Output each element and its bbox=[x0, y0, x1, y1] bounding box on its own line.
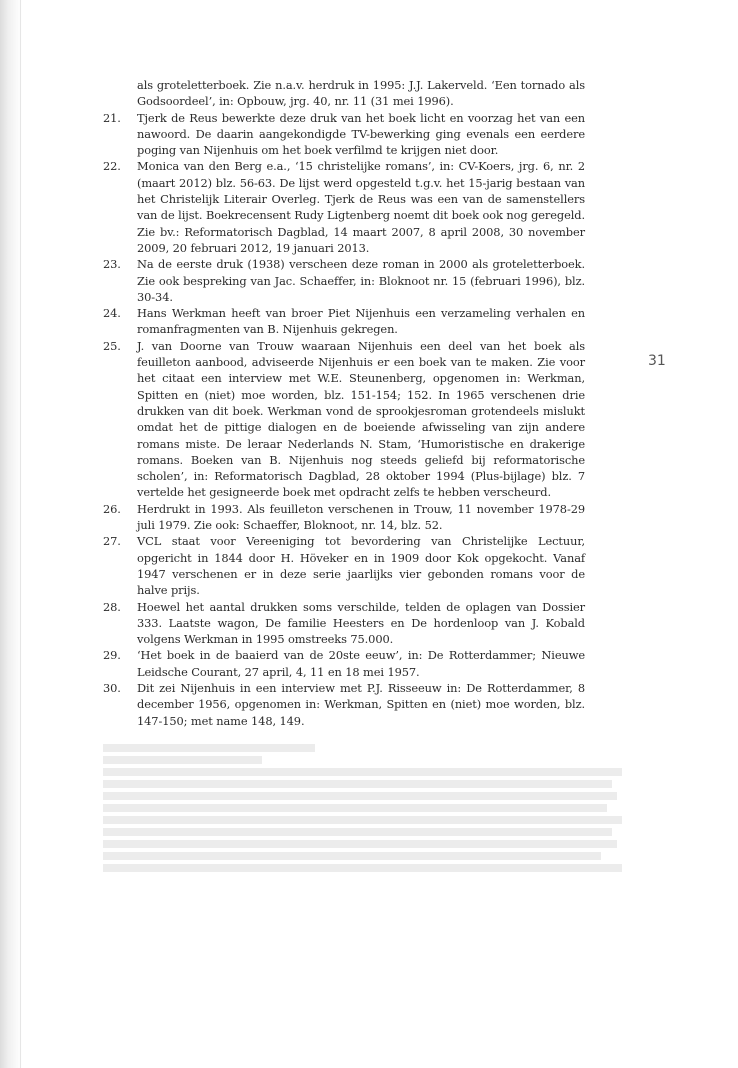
footnote-text: VCL staat voor Vereeniging tot bevordering van Christelijke Lectuur, opgericht in 1844 door H. Höveker en in 1909 door Kok opgekocht. Vanaf 1947 verschenen er in deze serie jaarlijks vier gebonden romans voor de halve prijs. bbox=[137, 534, 585, 598]
footnote-29 bbox=[103, 647, 585, 680]
footnote-text: Monica van den Berg e.a., ‘15 christelijke romans’, in: CV-Koers, jrg. 6, nr. 2 (maart 2012) blz. 56-63. De lijst werd opgesteld t.g.v. het 15-jarig bestaan van het Christelijk Literair Overleg. Tjerk de Reus was een van de samenstellers van de lijst. Boekrecensent Rudy Ligtenberg noemt dit boek ook nog geregeld. Zie bv.: Reformatorisch Dagblad, 14 maart 2007, 8 april 2008, 30 november 2009, 20 februari 2012, 19 januari 2013. bbox=[137, 159, 585, 255]
footnote-number: 22. bbox=[103, 159, 121, 174]
footnote-23 bbox=[103, 256, 585, 305]
footnote-number: 23. bbox=[103, 257, 121, 272]
footnote-28 bbox=[103, 599, 585, 648]
footnote-number: 27. bbox=[103, 534, 121, 549]
footnote-text: Hoewel het aantal drukken soms verschilde, telden de oplagen van Dossier 333. Laatste wagon, De familie Heesters en De hordenloop van J. Kobald volgens Werkman in 1995 omstreeks 75.000. bbox=[137, 599, 585, 647]
footnote-21 bbox=[103, 110, 585, 159]
footnote-text: ‘Het boek in de baaierd van de 20ste eeuw’, in: De Rotterdammer; Nieuwe Leidsche Courant, 27 april, 4, 11 en 18 mei 1957. bbox=[137, 648, 585, 679]
footnote-number: 28. bbox=[103, 599, 121, 614]
footnote-27 bbox=[103, 533, 585, 598]
page-spine-line bbox=[20, 0, 21, 1068]
footnote-number: 25. bbox=[103, 338, 121, 353]
footnote-text: als groteletterboek. Zie n.a.v. herdruk in 1995: J.J. Lakerveld. ‘Een tornado als Godsoordeel’, in: Opbouw, jrg. 40, nr. 11 (31 mei 1996). bbox=[137, 78, 585, 109]
footnote-number: 24. bbox=[103, 306, 121, 321]
footnote-30 bbox=[103, 680, 585, 729]
footnote-25 bbox=[103, 338, 585, 501]
footnote-text: J. van Doorne van Trouw waaraan Nijenhuis een deel van het boek als feuilleton aanbood, adviseerde Nijenhuis er een boek van te maken. Zie voor het citaat een interview met W.E. Steunenberg, opgenomen in: Werkman, Spitten en (niet) moe worden, blz. 151-154; 152. In 1965 verschenen drie drukken van dit boek. Werkman vond de sprookjesroman grotendeels mislukt omdat het de pittige dialogen en de boeiende afwisseling van zijn andere romans miste. De leraar Nederlands N. Stam, ‘Humoristische en drakerige romans. Boeken van B. Nijenhuis nog steeds geliefd bij reformatorische scholen’, in: Reformatorisch Dagblad, 28 oktober 1994 (Plus-bijlage) blz. 7 vertelde het gesigneerde boek met opdracht zelfs te hebben verscheurd. bbox=[137, 338, 585, 500]
footnote-26 bbox=[103, 501, 585, 534]
footnote-22 bbox=[103, 158, 585, 256]
page-number: 31 bbox=[648, 353, 666, 369]
footnote-text: Tjerk de Reus bewerkte deze druk van het boek licht en voorzag het van een nawoord. De daarin aangekondigde TV-bewerking ging evenals een eerdere poging van Nijenhuis om het boek verfilmd te krijgen niet door. bbox=[137, 110, 585, 158]
footnote-text: Na de eerste druk (1938) verscheen deze roman in 2000 als groteletterboek. Zie ook bespreking van Jac. Schaeffer, in: Bloknoot nr. 15 (februari 1996), blz. 30-34. bbox=[137, 257, 585, 304]
footnote-text: Dit zei Nijenhuis in een interview met P.J. Risseeuw in: De Rotterdammer, 8 december 1956, opgenomen in: Werkman, Spitten en (niet) moe worden, blz. 147-150; met name 148, 149. bbox=[137, 680, 585, 728]
footnote-number: 29. bbox=[103, 648, 121, 663]
footnote-24 bbox=[103, 305, 585, 338]
footnotes-section bbox=[103, 77, 585, 729]
footnote-number: 26. bbox=[103, 501, 121, 516]
footnote-text: Hans Werkman heeft van broer Piet Nijenhuis een verzameling verhalen en romanfragmenten van B. Nijenhuis gekregen. bbox=[137, 306, 585, 337]
footnote-text: Herdrukt in 1993. Als feuilleton verschenen in Trouw, 11 november 1978-29 juli 1979. Zie ook: Schaeffer, Bloknoot, nr. 14, blz. 52. bbox=[137, 501, 585, 533]
footnote-number: 21. bbox=[103, 110, 121, 125]
show-through-text bbox=[103, 740, 633, 876]
page-spine-shadow bbox=[0, 0, 22, 1068]
footnote-continuation bbox=[103, 77, 585, 110]
footnote-number: 30. bbox=[103, 680, 121, 695]
